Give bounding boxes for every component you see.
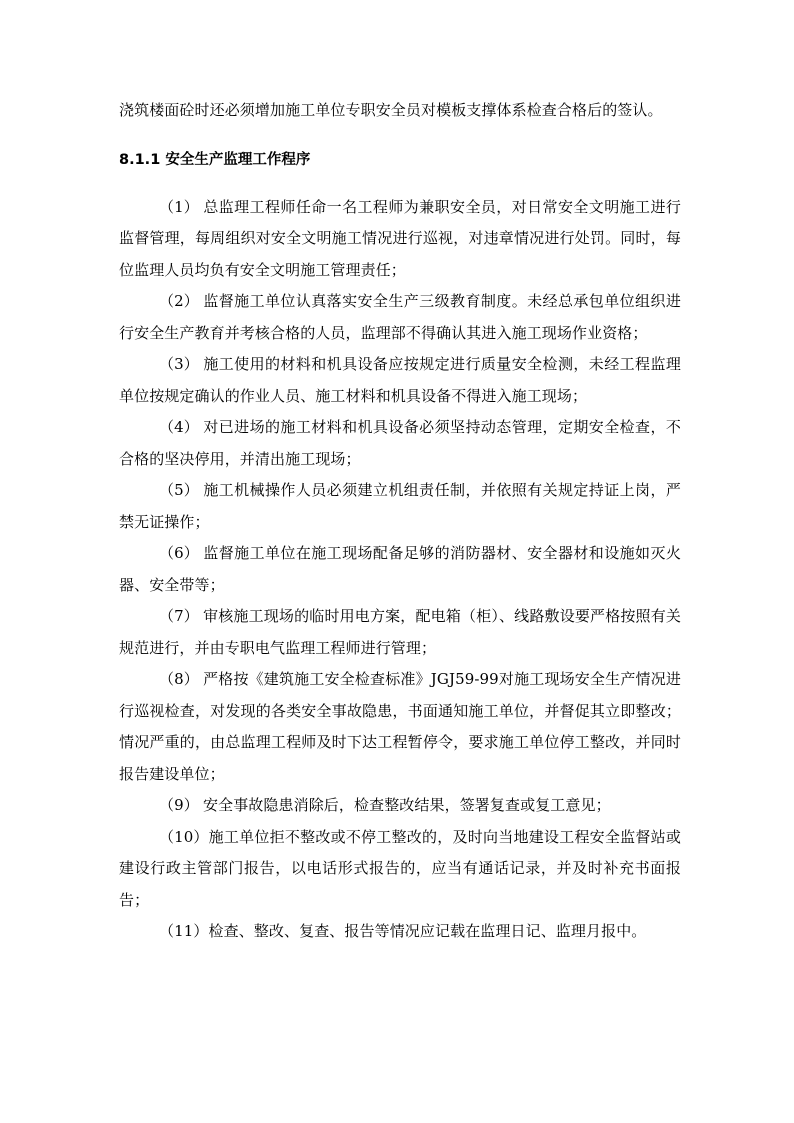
item-number: （10） <box>159 827 209 846</box>
item-number: （3） <box>159 355 199 373</box>
list-item <box>119 916 681 948</box>
list-item <box>119 412 681 475</box>
list-item <box>119 475 681 538</box>
item-text: 审核施工现场的临时用电方案，配电箱（柜）、线路敷设要严格按照有关规范进行，并由专职电气监理工程师进行管理； <box>119 607 681 657</box>
list-item <box>119 790 681 822</box>
intro-paragraph: 浇筑楼面砼时还必须增加施工单位专职安全员对模板支撑体系检查合格后的签认。 <box>119 101 663 119</box>
item-text: 对已进场的施工材料和机具设备必须坚持动态管理，定期安全检查，不合格的坚决停用，并清出施工现场； <box>119 418 681 468</box>
item-text: 安全事故隐患消除后，检查整改结果，签署复查或复工意见； <box>203 796 611 814</box>
item-text: 施工机械操作人员必须建立机组责任制，并依照有关规定持证上岗，严禁无证操作； <box>119 481 681 531</box>
item-number: （7） <box>159 607 199 625</box>
list-item <box>119 286 681 349</box>
list-item <box>119 664 681 790</box>
document-body <box>119 95 681 948</box>
item-number: （4） <box>159 418 199 436</box>
item-number: （9） <box>159 796 199 814</box>
item-number: （2） <box>159 292 199 310</box>
item-text: 检查、整改、复查、报告等情况应记载在监理日记、监理月报中。 <box>208 922 647 940</box>
list-item <box>119 349 681 412</box>
item-number: （8） <box>159 670 199 688</box>
item-number: （5） <box>159 481 199 499</box>
list-item <box>119 192 681 287</box>
section-heading: 8.1.1 安全生产监理工作程序 <box>119 151 311 168</box>
item-number: （11） <box>159 922 209 940</box>
item-number: （6） <box>159 544 199 562</box>
item-text: 监督施工单位认真落实安全生产三级教育制度。未经总承包单位组织进行安全生产教育并考核合格的人员，监理部不得确认其进入施工现场作业资格； <box>119 292 681 342</box>
list-item <box>119 538 681 601</box>
item-text: 施工单位拒不整改或不停工整改的，及时向当地建设工程安全监督站或建设行政主管部门报告，以电话形式报告的，应当有通话记录，并及时补充书面报告； <box>119 827 681 909</box>
item-text: 总监理工程师任命一名工程师为兼职安全员，对日常安全文明施工进行监督管理，每周组织对安全文明施工情况进行巡视，对违章情况进行处罚。同时，每位监理人员均负有安全文明施工管理责任； <box>119 197 681 279</box>
item-text: 严格按《建筑施工安全检查标准》JGJ59-99对施工现场安全生产情况进行巡视检查，对发现的各类安全事故隐患，书面通知施工单位，并督促其立即整改；情况严重的，由总监理工程师及时下达工程暂停令，要求施工单位停工整改，并同时报告建设单位； <box>119 670 681 783</box>
item-number: （1） <box>159 197 199 216</box>
item-text: 施工使用的材料和机具设备应按规定进行质量安全检测，未经工程监理单位按规定确认的作业人员、施工材料和机具设备不得进入施工现场； <box>119 355 681 405</box>
list-item <box>119 822 681 917</box>
list-item <box>119 601 681 664</box>
item-text: 监督施工单位在施工现场配备足够的消防器材、安全器材和设施如灭火器、安全带等； <box>119 544 681 594</box>
